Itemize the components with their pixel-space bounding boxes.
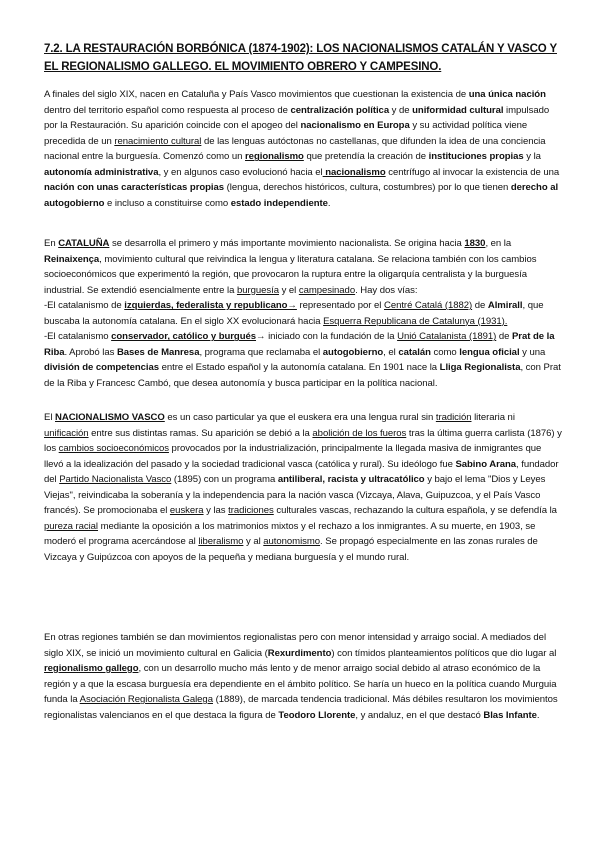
text-run-underlined: euskera — [169, 505, 204, 517]
text-run: y las — [203, 505, 229, 517]
text-run: entre el Estado español y la autonomía catalana. En 1901 nace la — [159, 362, 440, 374]
text-run: ) con tímidos planteamientos políticos que dio lugar al — [331, 647, 557, 659]
text-run-bold-underlined: conservador, católico y burgués — [111, 331, 257, 343]
text-run-bold: derecho al autogobierno — [44, 182, 559, 209]
text-run-underlined: burguesía — [236, 284, 279, 296]
text-run-bold-underlined: 1830 — [464, 238, 486, 249]
paragraph-intro — [44, 87, 562, 211]
text-run: de — [496, 331, 512, 343]
text-run-bold: catalán — [398, 346, 431, 358]
text-run: provocados por la industrialización, principalmente la llegada masiva de inmigrantes que llevó a la idealización del pasado y la sociedad tradicional vasca (católica y rural). Su ideólogo fue — [44, 443, 542, 470]
text-run-bold-underlined: CATALUÑA — [58, 238, 110, 249]
text-run-bold: autonomía administrativa — [44, 166, 159, 178]
text-run-bold: Lliga Regionalista — [439, 362, 521, 374]
text-run-bold: Rexurdimento — [267, 647, 332, 659]
text-run-bold: lengua oficial — [459, 346, 520, 358]
text-run: , en la — [485, 238, 512, 249]
text-run-underlined: autonomismo — [263, 536, 321, 548]
text-run-bold-underlined: NACIONALISMO VASCO — [55, 412, 165, 423]
text-run-underlined: campesinado — [298, 284, 356, 296]
text-run-underlined: Unió Catalanista (1891) — [397, 331, 497, 343]
text-run: y una — [519, 346, 546, 358]
text-run-underlined: abolición de los fueros — [312, 427, 407, 439]
text-run: , y andaluz, en el que destacó — [355, 709, 484, 721]
text-run: (1895) con un programa — [171, 474, 278, 486]
paragraph-otras-regiones — [44, 630, 562, 723]
text-run-bold: Almirall — [487, 300, 523, 312]
text-run-bold: autogobierno — [322, 346, 384, 358]
text-run-underlined: Centré Catalá (1882) — [383, 300, 473, 312]
document-title: 7.2. LA RESTAURACIÓN BORBÓNICA (1874-1902): LOS NACIONALISMOS CATALÁN Y VASCO Y EL REGIONALISMO GALLEGO. EL MOVIMIENTO OBRERO Y CAMPESINO. — [44, 43, 557, 73]
text-run: En — [44, 238, 59, 249]
text-run: A finales del siglo XIX, nacen en Cataluña y País Vasco movimientos que cuestionan la existencia de — [44, 89, 469, 100]
text-run-bold: uniformidad cultural — [412, 104, 504, 116]
text-run-bold: división de competencias — [44, 362, 159, 374]
text-run: . Aprobó las — [64, 346, 117, 358]
paragraph-cataluna — [44, 236, 562, 391]
text-run: tras la última guerra carlista (1876) y los — [44, 427, 562, 455]
text-run-bold: Teodoro Llorente — [278, 709, 356, 721]
text-run: , y en algunos caso evolucionó hacia el — [158, 166, 323, 178]
text-run: . Hay dos vías: — [355, 284, 418, 296]
text-run: impulsado por la Restauración. Su aparición coincide con el apogeo del — [44, 104, 550, 132]
text-run: y de — [389, 104, 413, 116]
paragraph-pais-vasco — [44, 410, 562, 565]
text-run-underlined: Asociación Regionalista Galega — [79, 694, 213, 706]
text-run: , programa que reclamaba el — [199, 346, 323, 358]
text-run: mediante la oposición a los matrimonios mixtos y el rechazo a los inmigrantes. A su muerte, en 1903, se moderó el programa acercándose al — [44, 520, 536, 548]
text-run: . — [327, 197, 331, 209]
text-run-underlined: tradición — [435, 412, 472, 423]
text-run: -El catalanismo de — [44, 300, 125, 312]
text-run: y bajo el lema "Dios y Leyes Viejas", reivindicaba la soberanía y la independencia para la nación vasca (Vizcaya, Alava, Guipuzcoa, y el País Vasco francés). Se promocionaba el — [44, 474, 546, 517]
text-run: , fundador del — [44, 458, 559, 486]
text-run: (1889), de marcada tendencia tradicional. Más débiles resultaron los movimientos regionalistas valencianos en el que destaca la figura de — [44, 694, 558, 721]
text-run: literaria ni — [471, 412, 515, 423]
text-run-bold: una única nación — [468, 89, 546, 100]
text-run-bold: Prat de la Riba — [44, 331, 555, 358]
text-run: e incluso a constituirse como — [104, 197, 231, 209]
text-run: entre sus distintas ramas. Su aparición se debió a la — [88, 427, 313, 439]
text-run-bold-underlined: izquierdas, federalista y republicano→ — [124, 300, 297, 312]
text-run-underlined: Partido Nacionalista Vasco — [59, 474, 172, 486]
text-run-bold: antiliberal, racista y ultracatólico — [277, 474, 425, 486]
text-run-bold: centralización política — [290, 104, 390, 116]
text-run-underlined: renacimiento cultural — [114, 135, 202, 147]
text-run: que pretendía la creación de — [303, 151, 429, 163]
text-run-bold-underlined: regionalismo gallego — [44, 663, 139, 675]
text-run-bold: Reinaixença — [44, 253, 100, 265]
text-run-underlined: unificación — [44, 427, 89, 439]
text-run: , que buscaba la autonomía catalana. En el siglo XX evolucionará hacia — [44, 300, 544, 327]
text-run-bold-underlined: regionalismo — [245, 151, 304, 163]
text-run: se desarrolla el primero y más importante movimiento nacionalista. Se origina hacia — [109, 238, 465, 249]
text-run: , con Prat de la Riba y Francesc Cambó, que desea autonomía y busca participar en la política nacional. — [44, 362, 561, 389]
text-run: En otras regiones también se dan movimientos regionalistas pero con menor intensidad y arraigo social. A mediados del siglo XIX, se inició un movimiento cultural en Galicia ( — [44, 632, 547, 659]
text-run: dentro del territorio español como respuesta al proceso de — [44, 104, 291, 116]
text-run: , movimiento cultural que reivindica la lengua y literatura catalana. Se relaciona también con los cambios socioeconómicos que experimentó la región, que provocaron la ruptura entre la oligarquía centralista y la burguesía industrial. Se extendió esencialmente entre la — [44, 253, 537, 296]
text-run: representado por el — [296, 300, 384, 312]
text-run-bold: nación con unas características propias — [44, 182, 225, 194]
text-run-underlined: pureza racial — [44, 520, 99, 532]
text-run-bold: Bases de Manresa — [116, 346, 200, 358]
text-run-underlined: tradiciones — [228, 505, 274, 517]
text-run: → iniciado con la fundación de la — [256, 331, 398, 343]
text-run: y la — [523, 151, 541, 163]
text-run-bold: estado independiente — [230, 197, 328, 209]
text-run-underlined: liberalismo — [198, 536, 244, 548]
text-run: de — [472, 300, 488, 312]
text-run-bold-underlined: nacionalismo — [322, 166, 386, 178]
text-run-underlined: Esquerra Republicana de Catalunya (1931). — [323, 315, 508, 327]
text-run-bold: Sabino Arana — [455, 458, 517, 470]
text-run: , con un desarrollo mucho más lento y de menor arraigo social debido al atraso económico de la región y a que la escasa burguesía era dependiente en el ámbito político. Se haría un hueco en la política cuando Murguia funda la — [44, 663, 557, 706]
text-run: , el — [383, 346, 399, 358]
text-run: como — [430, 346, 460, 358]
text-run: . Se propagó especialmente en las zonas rurales de Vizcaya y Guipúzcoa con apoyos de la pequeña y mediana burguesía y el mundo rural. — [44, 536, 538, 563]
text-run: culturales vascas, rechazando la cultura española, y se defendía la — [273, 505, 557, 517]
text-run: es un caso particular ya que el euskera era una lengua rural sin — [164, 412, 436, 423]
text-run-bold: instituciones propias — [428, 151, 524, 163]
text-run: de las lenguas autóctonas no castellanas, que difunden la idea de una conciencia nacional entre la burguesía. Comenzó como un — [44, 135, 546, 163]
text-run: centrífugo al invocar la existencia de una — [385, 166, 560, 178]
text-run-bold: nacionalismo en Europa — [300, 120, 410, 132]
text-run: (lengua, derechos históricos, cultura, costumbres) por lo que tienen — [224, 182, 511, 194]
text-run: y su actividad política viene precedida de un — [44, 120, 528, 147]
text-run: El — [44, 412, 55, 423]
text-run: y al — [243, 536, 264, 548]
text-run-underlined: cambios socioeconómicos — [58, 443, 169, 455]
text-run-bold: Blas Infante — [483, 709, 537, 721]
text-run: . — [536, 709, 540, 721]
text-run: y el — [278, 284, 299, 296]
text-run: -El catalanismo — [44, 331, 112, 343]
